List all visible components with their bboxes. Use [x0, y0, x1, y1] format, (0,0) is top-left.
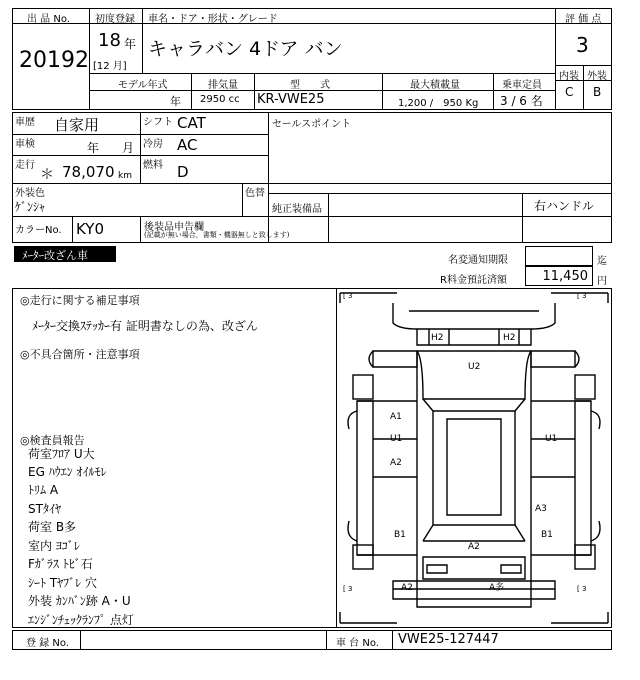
mileage-mark: ＊ [40, 167, 54, 183]
inspector-item: ﾄﾘﾑ A [28, 483, 59, 497]
mark-u1-left: U1 [390, 434, 403, 444]
inspector-item: 室内 ﾖｺﾞﾚ [28, 539, 80, 553]
inspection-month: 月 [122, 141, 135, 155]
car-damage-diagram [337, 289, 611, 627]
exterior-label: 外装 [587, 71, 607, 82]
mark-a2-rear: A2 [468, 542, 480, 552]
corner-label-bl: [ 3 [343, 585, 353, 593]
mark-a-many: A多 [489, 583, 505, 593]
mark-h2-right: H2 [503, 333, 516, 343]
recycle-amount: 11,450 [542, 269, 588, 284]
fuel-label: 燃料 [143, 160, 163, 171]
footer-frame [12, 630, 612, 650]
aftermarket-note: (記載が無い場合，書類・機器無しと致します) [144, 231, 290, 239]
reg-no-label: 登 録 No. [26, 638, 69, 649]
mark-u1-right: U1 [545, 434, 558, 444]
mark-u2: U2 [468, 362, 481, 372]
ac-label: 冷房 [143, 139, 163, 150]
model-code-label: 型 式 [290, 80, 330, 91]
ac-value: AC [177, 136, 198, 154]
inspection-label: 車検 [15, 139, 35, 150]
meter-tampered-text: ﾒｰﾀｰ改ざん車 [22, 249, 88, 262]
lot-no: 20192 [19, 48, 89, 73]
driving-title: ◎走行に関する補足事項 [20, 294, 140, 307]
first-reg-label: 初度登録 [95, 14, 135, 25]
mark-a3: A3 [535, 504, 547, 514]
interior-label-cell [555, 65, 584, 81]
inspector-item: ｴﾝｼﾞﾝﾁｪｯｸﾗﾝﾌﾟ 点灯 [28, 613, 134, 627]
inspector-title: ◎検査員報告 [20, 434, 85, 447]
color-no-value: KY0 [76, 220, 105, 238]
mark-b1-right: B1 [541, 530, 553, 540]
mileage-value: 78,070 [62, 163, 115, 181]
inspector-item: EG ﾊｳｴﾝ ｵｲﾙﾓﾚ [28, 465, 107, 479]
color-value: ｹﾞﾝｼｬ [15, 200, 46, 214]
shift-value: CAT [177, 114, 206, 132]
mark-b1-left: B1 [394, 530, 406, 540]
capacity-value: 3 / 6 名 [500, 94, 543, 108]
sales-point-label: セールスポイント [272, 119, 352, 130]
mark-a2-side: A2 [390, 458, 402, 468]
inspector-item: 外装 ｶﾝﾊﾞﾝ跡 A・U [28, 594, 131, 608]
displacement-value: 2950 cc [200, 94, 240, 105]
aftermarket-label: 後装品申告欄 [144, 222, 204, 233]
model-year-label: モデル年式 [118, 80, 168, 91]
chassis-label: 車 台 No. [336, 638, 379, 649]
exterior-grade: B [593, 85, 602, 99]
first-reg-month: [12 月] [93, 61, 127, 72]
first-reg-year-unit: 年 [124, 37, 137, 51]
driving-note: ﾒｰﾀｰ交換ｽﾃｯｶｰ有 証明書なしの為、改ざん [32, 319, 258, 333]
recycle-unit: 円 [597, 276, 607, 287]
genuine-parts-label: 純正装備品 [272, 204, 322, 215]
inspector-item: Fｶﾞﾗｽ ﾄﾋﾞ石 [28, 557, 93, 571]
history-label: 車歴 [15, 117, 35, 128]
mileage-unit: km [118, 171, 132, 181]
rating-value: 3 [576, 33, 589, 57]
fuel-value: D [177, 163, 189, 181]
model-code-value: KR-VWE25 [257, 92, 325, 107]
meter-tampered-badge [14, 246, 116, 262]
lot-no-label: 出 品 No. [27, 14, 70, 25]
lot-no-cell [12, 23, 90, 110]
car-name: キャラバン 4ドア バン [148, 38, 343, 60]
color-no-label: カラーNo. [15, 225, 62, 236]
mark-a1: A1 [390, 412, 402, 422]
car-name-label: 車名・ドア・形状・グレード [148, 14, 278, 25]
rating-label-cell [555, 8, 612, 24]
shift-label: シフト [143, 117, 173, 128]
first-reg-cell [90, 24, 142, 74]
model-year-unit: 年 [170, 95, 181, 108]
max-load-label: 最大積載量 [410, 80, 460, 91]
exterior-grade-cell [583, 80, 612, 110]
defects-title: ◎不具合箇所・注意事項 [20, 348, 140, 361]
interior-grade: C [565, 85, 574, 99]
corner-label-tl: [ 3 [343, 292, 353, 300]
rating-cell [555, 23, 612, 66]
recycle-box [525, 266, 593, 286]
mileage-label: 走行 [15, 160, 35, 171]
steering-value: 右ハンドル [534, 199, 595, 213]
lot-no-label-cell [12, 8, 90, 24]
recycle-label: R料金預託済額 [440, 275, 507, 286]
max-load-value: 1,200 / 950 Kg [398, 98, 479, 109]
capacity-label: 乗車定員 [502, 80, 542, 91]
color-label: 外装色 [15, 188, 45, 199]
interior-label: 内装 [559, 71, 579, 82]
inspection-year: 年 [87, 141, 100, 155]
car-name-label-cell [142, 8, 556, 24]
exterior-label-cell [583, 65, 612, 81]
inspector-item: ｼｰﾄ Tﾔﾌﾞﾚ 穴 [28, 576, 97, 590]
name-change-label: 名変通知期限 [448, 255, 508, 266]
mark-h2-left: H2 [431, 333, 444, 343]
name-change-unit: 迄 [597, 256, 607, 267]
first-reg-label-cell [89, 8, 143, 24]
corner-label-tr: [ 3 [577, 292, 587, 300]
interior-grade-cell [555, 80, 584, 110]
rating-label: 評 価 点 [565, 14, 602, 25]
history-value: 自家用 [54, 116, 100, 134]
mark-a2-bumper: A2 [401, 583, 413, 593]
first-reg-year: 18 [98, 30, 121, 51]
name-change-box [525, 246, 593, 266]
inspector-item: 荷室 B多 [28, 520, 77, 534]
displacement-label: 排気量 [208, 80, 238, 91]
inspector-item: STﾀｲﾔ [28, 502, 61, 516]
color-change-label: 色替 [245, 188, 265, 199]
chassis-no: VWE25-127447 [398, 632, 499, 647]
corner-label-br: [ 3 [577, 585, 587, 593]
inspector-item: 荷室ﾌﾛｱ U大 [28, 447, 95, 461]
